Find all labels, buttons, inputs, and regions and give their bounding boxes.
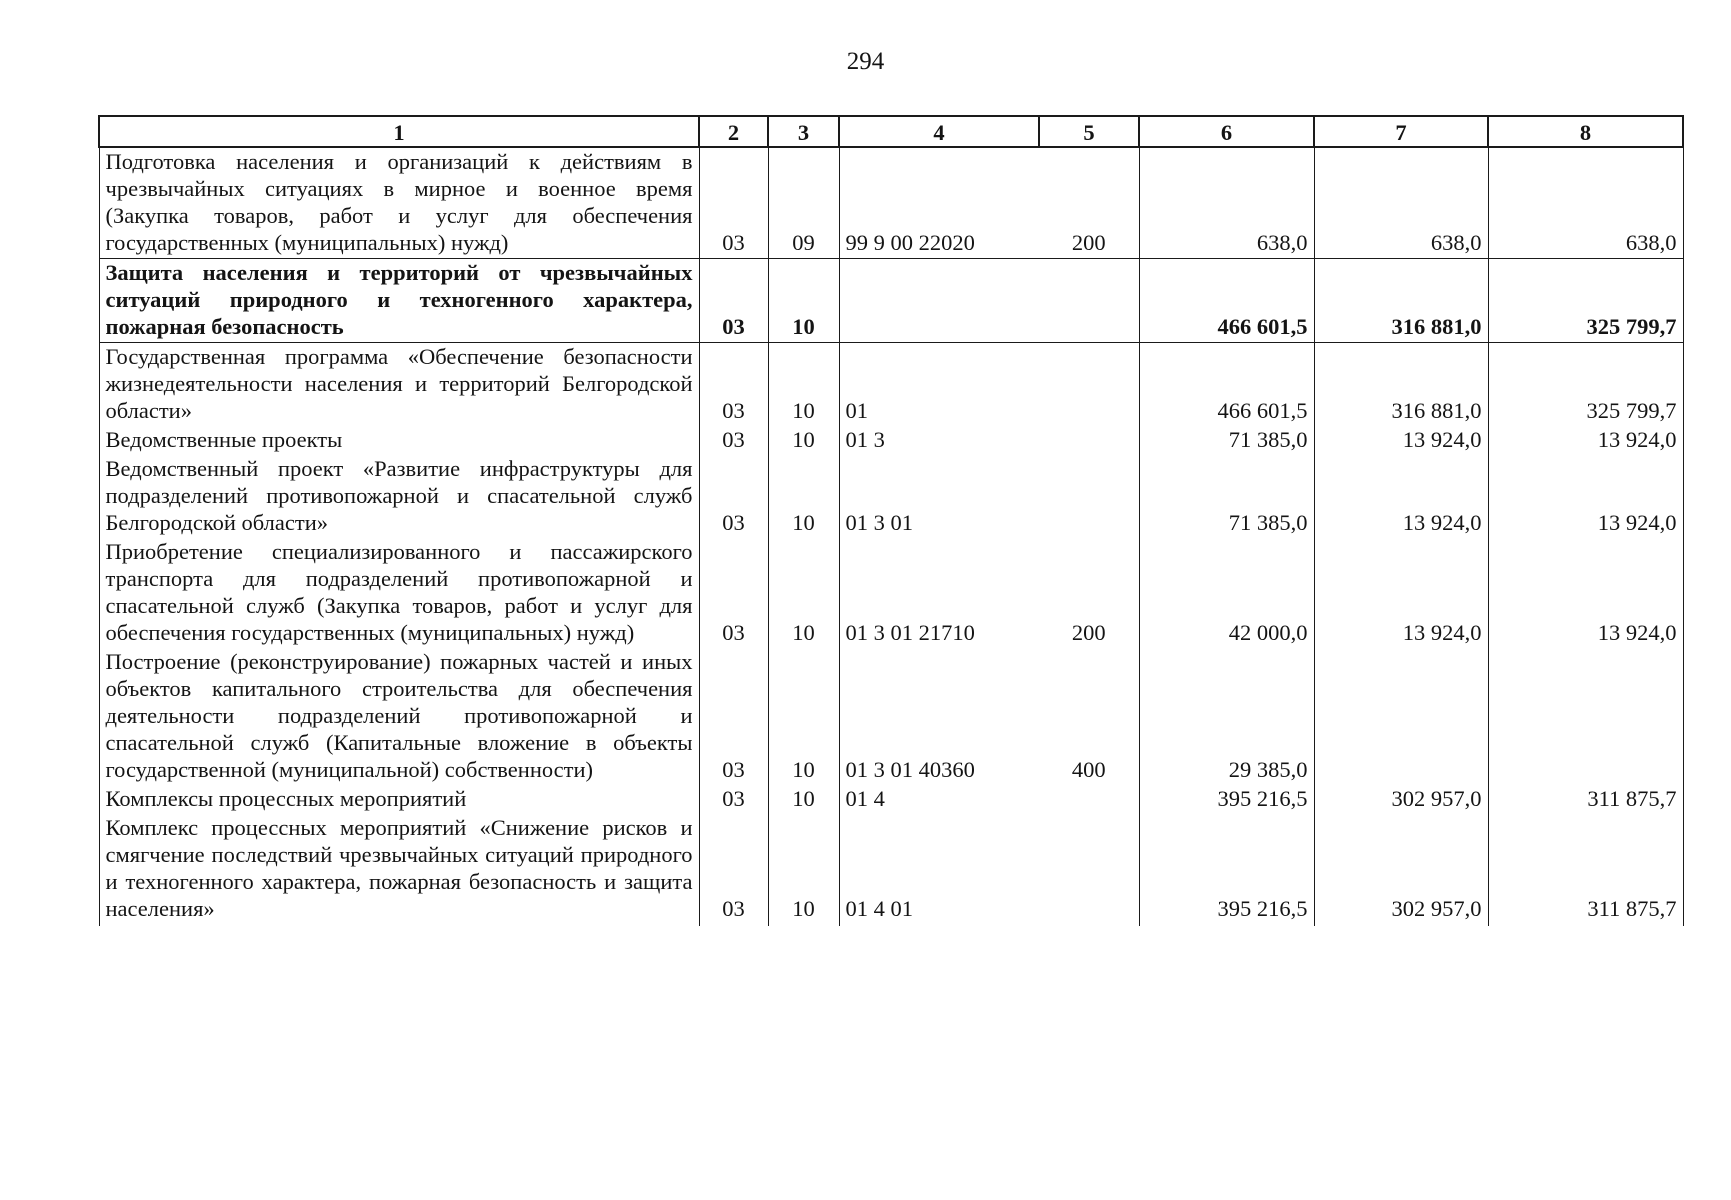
row-amount-6: 466 601,5 — [1139, 259, 1314, 343]
row-expense-type: 200 — [1039, 147, 1139, 259]
col-header-5: 5 — [1039, 116, 1139, 147]
row-amount-6: 395 216,5 — [1139, 785, 1314, 814]
row-subsection: 09 — [768, 147, 839, 259]
row-amount-7: 302 957,0 — [1314, 785, 1488, 814]
table-row — [99, 785, 1683, 814]
row-subsection: 10 — [768, 259, 839, 343]
row-section: 03 — [699, 455, 768, 538]
row-amount-8 — [1488, 648, 1683, 785]
table-row — [99, 343, 1683, 427]
row-expense-type — [1039, 785, 1139, 814]
row-name: Приобретение специализированного и пассажирского транспорта для подразделений противопожарной и спасательной служб (Закупка товаров, работ и услуг для обеспечения государственных (муниципальных) нужд) — [99, 538, 699, 648]
row-target-code: 01 3 01 40360 — [839, 648, 1039, 785]
row-amount-7: 638,0 — [1314, 147, 1488, 259]
row-amount-6: 29 385,0 — [1139, 648, 1314, 785]
row-amount-6: 71 385,0 — [1139, 426, 1314, 455]
col-header-2: 2 — [699, 116, 768, 147]
row-amount-7: 316 881,0 — [1314, 343, 1488, 427]
row-amount-8: 325 799,7 — [1488, 343, 1683, 427]
row-amount-6: 466 601,5 — [1139, 343, 1314, 427]
row-amount-6: 42 000,0 — [1139, 538, 1314, 648]
col-header-8: 8 — [1488, 116, 1683, 147]
row-subsection: 10 — [768, 814, 839, 926]
row-expense-type — [1039, 814, 1139, 926]
row-name: Построение (реконструирование) пожарных частей и иных объектов капитального строительства для обеспечения деятельности подразделений противопожарной и спасательной служб (Капитальные вложение в объекты государственной (муниципальной) собственности) — [99, 648, 699, 785]
row-subsection: 10 — [768, 785, 839, 814]
row-target-code: 01 — [839, 343, 1039, 427]
row-amount-7: 316 881,0 — [1314, 259, 1488, 343]
col-header-6: 6 — [1139, 116, 1314, 147]
row-expense-type: 400 — [1039, 648, 1139, 785]
table-row — [99, 455, 1683, 538]
row-section: 03 — [699, 343, 768, 427]
row-name: Защита населения и территорий от чрезвычайных ситуаций природного и техногенного характера, пожарная безопасность — [99, 259, 699, 343]
row-expense-type: 200 — [1039, 538, 1139, 648]
row-target-code: 99 9 00 22020 — [839, 147, 1039, 259]
budget-table — [98, 115, 1684, 926]
row-section: 03 — [699, 147, 768, 259]
row-section: 03 — [699, 814, 768, 926]
row-amount-6: 638,0 — [1139, 147, 1314, 259]
row-section: 03 — [699, 785, 768, 814]
page-number: 294 — [846, 48, 885, 75]
row-target-code: 01 3 — [839, 426, 1039, 455]
table-row — [99, 648, 1683, 785]
row-amount-8: 311 875,7 — [1488, 814, 1683, 926]
row-amount-6: 71 385,0 — [1139, 455, 1314, 538]
header-row — [99, 116, 1683, 147]
row-subsection: 10 — [768, 343, 839, 427]
row-section: 03 — [699, 259, 768, 343]
row-name: Государственная программа «Обеспечение безопасности жизнедеятельности населения и территорий Белгородской области» — [99, 343, 699, 427]
row-name: Комплексы процессных мероприятий — [99, 785, 699, 814]
row-amount-7: 13 924,0 — [1314, 538, 1488, 648]
row-target-code — [839, 259, 1039, 343]
row-name: Ведомственный проект «Развитие инфраструктуры для подразделений противопожарной и спасательной служб Белгородской области» — [99, 455, 699, 538]
col-header-1: 1 — [99, 116, 699, 147]
row-amount-8: 311 875,7 — [1488, 785, 1683, 814]
col-header-3: 3 — [768, 116, 839, 147]
row-amount-7: 13 924,0 — [1314, 455, 1488, 538]
row-name: Подготовка населения и организаций к действиям в чрезвычайных ситуациях в мирное и военное время (Закупка товаров, работ и услуг для обеспечения государственных (муниципальных) нужд) — [99, 147, 699, 259]
col-header-7: 7 — [1314, 116, 1488, 147]
table-row — [99, 426, 1683, 455]
row-amount-8: 13 924,0 — [1488, 538, 1683, 648]
row-amount-7: 13 924,0 — [1314, 426, 1488, 455]
row-amount-8: 13 924,0 — [1488, 426, 1683, 455]
row-amount-7 — [1314, 648, 1488, 785]
row-amount-8: 638,0 — [1488, 147, 1683, 259]
col-header-4: 4 — [839, 116, 1039, 147]
table-row — [99, 538, 1683, 648]
row-name: Ведомственные проекты — [99, 426, 699, 455]
row-target-code: 01 4 — [839, 785, 1039, 814]
row-amount-8: 13 924,0 — [1488, 455, 1683, 538]
row-section: 03 — [699, 538, 768, 648]
row-subsection: 10 — [768, 455, 839, 538]
row-name: Комплекс процессных мероприятий «Снижение рисков и смягчение последствий чрезвычайных ситуаций природного и техногенного характера, пожарная безопасность и защита населения» — [99, 814, 699, 926]
row-target-code: 01 3 01 — [839, 455, 1039, 538]
row-expense-type — [1039, 259, 1139, 343]
row-expense-type — [1039, 343, 1139, 427]
row-expense-type — [1039, 426, 1139, 455]
table-row — [99, 259, 1683, 343]
row-amount-8: 325 799,7 — [1488, 259, 1683, 343]
row-subsection: 10 — [768, 426, 839, 455]
row-amount-6: 395 216,5 — [1139, 814, 1314, 926]
row-section: 03 — [699, 426, 768, 455]
row-section: 03 — [699, 648, 768, 785]
row-expense-type — [1039, 455, 1139, 538]
table-row — [99, 147, 1683, 259]
row-amount-7: 302 957,0 — [1314, 814, 1488, 926]
row-target-code: 01 3 01 21710 — [839, 538, 1039, 648]
table-row — [99, 814, 1683, 926]
row-subsection: 10 — [768, 648, 839, 785]
row-target-code: 01 4 01 — [839, 814, 1039, 926]
row-subsection: 10 — [768, 538, 839, 648]
